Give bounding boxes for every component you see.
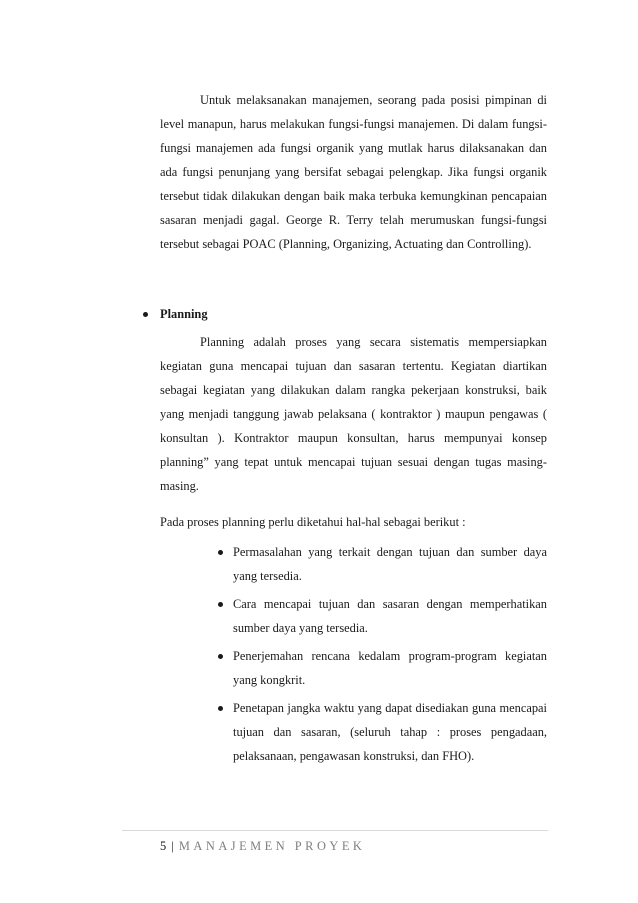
intro-block	[160, 88, 547, 256]
list-intro-block	[160, 510, 547, 534]
footer-title: MANAJEMEN PROYEK	[178, 839, 366, 853]
list-item-text: Penetapan jangka waktu yang dapat disediakan guna mencapai tujuan dan sasaran, (seluruh tahap : proses pengadaan, pelaksanaan, pengawasan konstruksi, dan FHO).	[233, 701, 547, 763]
page-number: 5	[160, 839, 167, 853]
bullet-icon	[143, 312, 148, 317]
intro-paragraph: Untuk melaksanakan manajemen, seorang pada posisi pimpinan di level manapun, harus melakukan fungsi-fungsi manajemen. Di dalam fungsi-fungsi manajemen ada fungsi organik yang mutlak harus dilaksanakan dan ada fungsi penunjang yang bersifat sebagai pelengkap. Jika fungsi organik tersebut tidak dilakukan dengan baik maka terbuka kemungkinan pencapaian sasaran menjadi gagal. George R. Terry telah merumuskan fungsi-fungsi tersebut sebagai POAC (Planning, Organizing, Actuating dan Controlling).	[160, 93, 547, 251]
list-intro: Pada proses planning perlu diketahui hal-hal sebagai berikut :	[160, 515, 466, 529]
section-heading: Planning	[160, 307, 208, 321]
bullet-icon	[218, 654, 223, 659]
list-item-text: Cara mencapai tujuan dan sasaran dengan memperhatikan sumber daya yang tersedia.	[233, 597, 547, 635]
list-item	[218, 592, 547, 644]
list-item-text: Permasalahan yang terkait dengan tujuan dan sumber daya yang tersedia.	[233, 545, 547, 583]
page-footer	[160, 838, 365, 854]
list-item	[218, 540, 547, 592]
footer-divider	[122, 830, 548, 831]
bullet-icon	[218, 706, 223, 711]
section-body	[160, 330, 547, 498]
bullet-icon	[218, 602, 223, 607]
list-item-text: Penerjemahan rencana kedalam program-program kegiatan yang kongkrit.	[233, 649, 547, 687]
list-item	[218, 644, 547, 696]
requirements-list	[218, 540, 547, 768]
footer-separator: |	[171, 839, 174, 853]
section-heading-row	[143, 302, 208, 326]
bullet-icon	[218, 550, 223, 555]
list-item	[218, 696, 547, 768]
section-paragraph: Planning adalah proses yang secara sistematis mempersiapkan kegiatan guna mencapai tujuan dan sasaran tertentu. Kegiatan diartikan sebagai kegiatan yang dilakukan dalam rangka pekerjaan konstruksi, baik yang menjadi tanggung jawab pelaksana ( kontraktor ) maupun pengawas ( konsultan ). Kontraktor maupun konsultan, harus mempunyai konsep planning” yang tepat untuk mencapai tujuan sesuai dengan tugas masing-masing.	[160, 335, 547, 493]
